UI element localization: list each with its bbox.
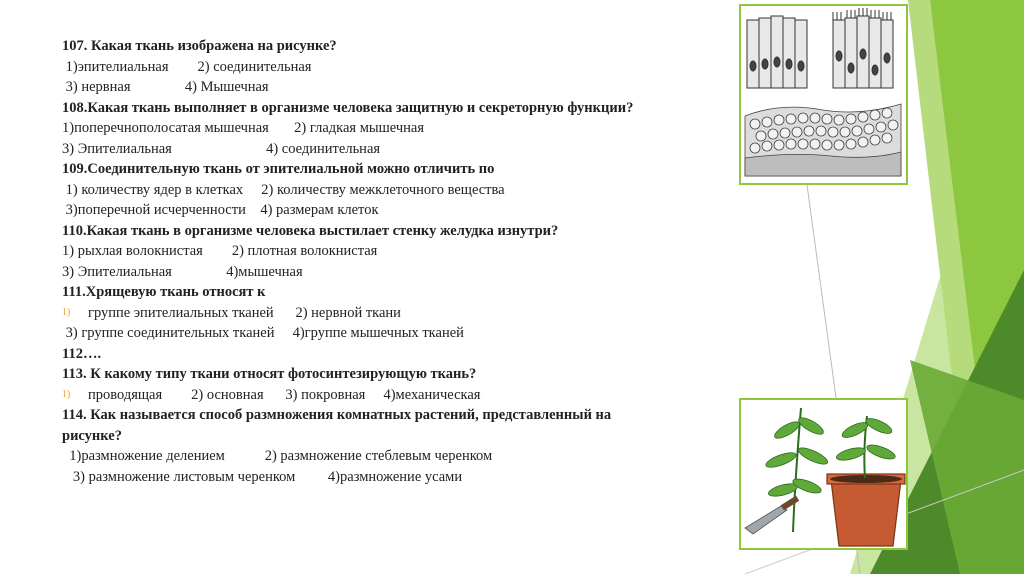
question-109-options-2: 3)поперечной исчерченности 4) размерам клеток <box>62 202 379 218</box>
question-111-options-2: 3) группе соединительных тканей 4)группе мышечных тканей <box>62 325 464 341</box>
question-113-title: 113. К какому типу ткани относят фотосинтезирующую ткань? <box>62 366 477 382</box>
cutting-drawing <box>741 400 906 548</box>
question-109-title: 109.Соединительную ткань от эпителиальной можно отличить по <box>62 161 495 177</box>
question-107-options-1: 1)эпителиальная 2) соединительная <box>62 58 312 75</box>
question-108-options-2: 3) Эпителиальная 4) соединительная <box>62 140 381 157</box>
potted-plant-leaves <box>835 416 897 463</box>
list-marker: 1) <box>62 388 71 400</box>
question-109-options-1: 1) количеству ядер в клетках 2) количеству межклеточного вещества <box>62 181 505 198</box>
question-list <box>62 36 752 487</box>
question-110-options-1: 1) рыхлая волокнистая 2) плотная волокнистая <box>62 243 378 259</box>
tissue-illustration <box>739 4 908 185</box>
question-111-options-1-text: группе эпителиальных тканей 2) нервной ткани <box>88 304 401 321</box>
question-112-title: 112…. <box>62 345 102 362</box>
question-110-title: 110.Какая ткань в организме человека выстилает стенку желудка изнутри? <box>62 222 559 239</box>
question-107-options-2: 3) нервная 4) Мышечная <box>62 79 269 95</box>
list-marker: 1) <box>62 306 71 318</box>
plant-propagation-illustration <box>739 398 908 550</box>
question-108-options-1: 1)поперечнополосатая мышечная 2) гладкая мышечная <box>62 120 425 136</box>
epithelium-drawing <box>741 6 906 183</box>
question-113-options-1 <box>62 385 752 406</box>
question-113-options-1-text: проводящая 2) основная 3) покровная 4)механическая <box>88 386 481 403</box>
question-107-title: 107. Какая ткань изображена на рисунке? <box>62 38 337 54</box>
question-111-options-1 <box>62 303 752 324</box>
ciliated-epithelium-right <box>833 8 893 88</box>
question-114-options-2: 3) размножение листовым черенком 4)размножение усами <box>62 468 463 485</box>
question-108-title: 108.Какая ткань выполняет в организме человека защитную и секреторную функции? <box>62 99 634 116</box>
stratified-epithelium <box>745 104 901 176</box>
question-114-title-1: 114. Как называется способ размножения комнатных растений, представленный на <box>62 407 612 423</box>
flower-pot <box>827 474 905 546</box>
question-114-title-2: рисунке? <box>62 427 122 444</box>
knife-icon <box>745 496 799 534</box>
question-114-options-1: 1)размножение делением 2) размножение стеблевым черенком <box>62 448 493 464</box>
question-110-options-2: 3) Эпителиальная 4)мышечная <box>62 263 303 280</box>
question-111-title: 111.Хрящевую ткань относят к <box>62 284 266 300</box>
columnar-epithelium-left <box>747 16 807 88</box>
